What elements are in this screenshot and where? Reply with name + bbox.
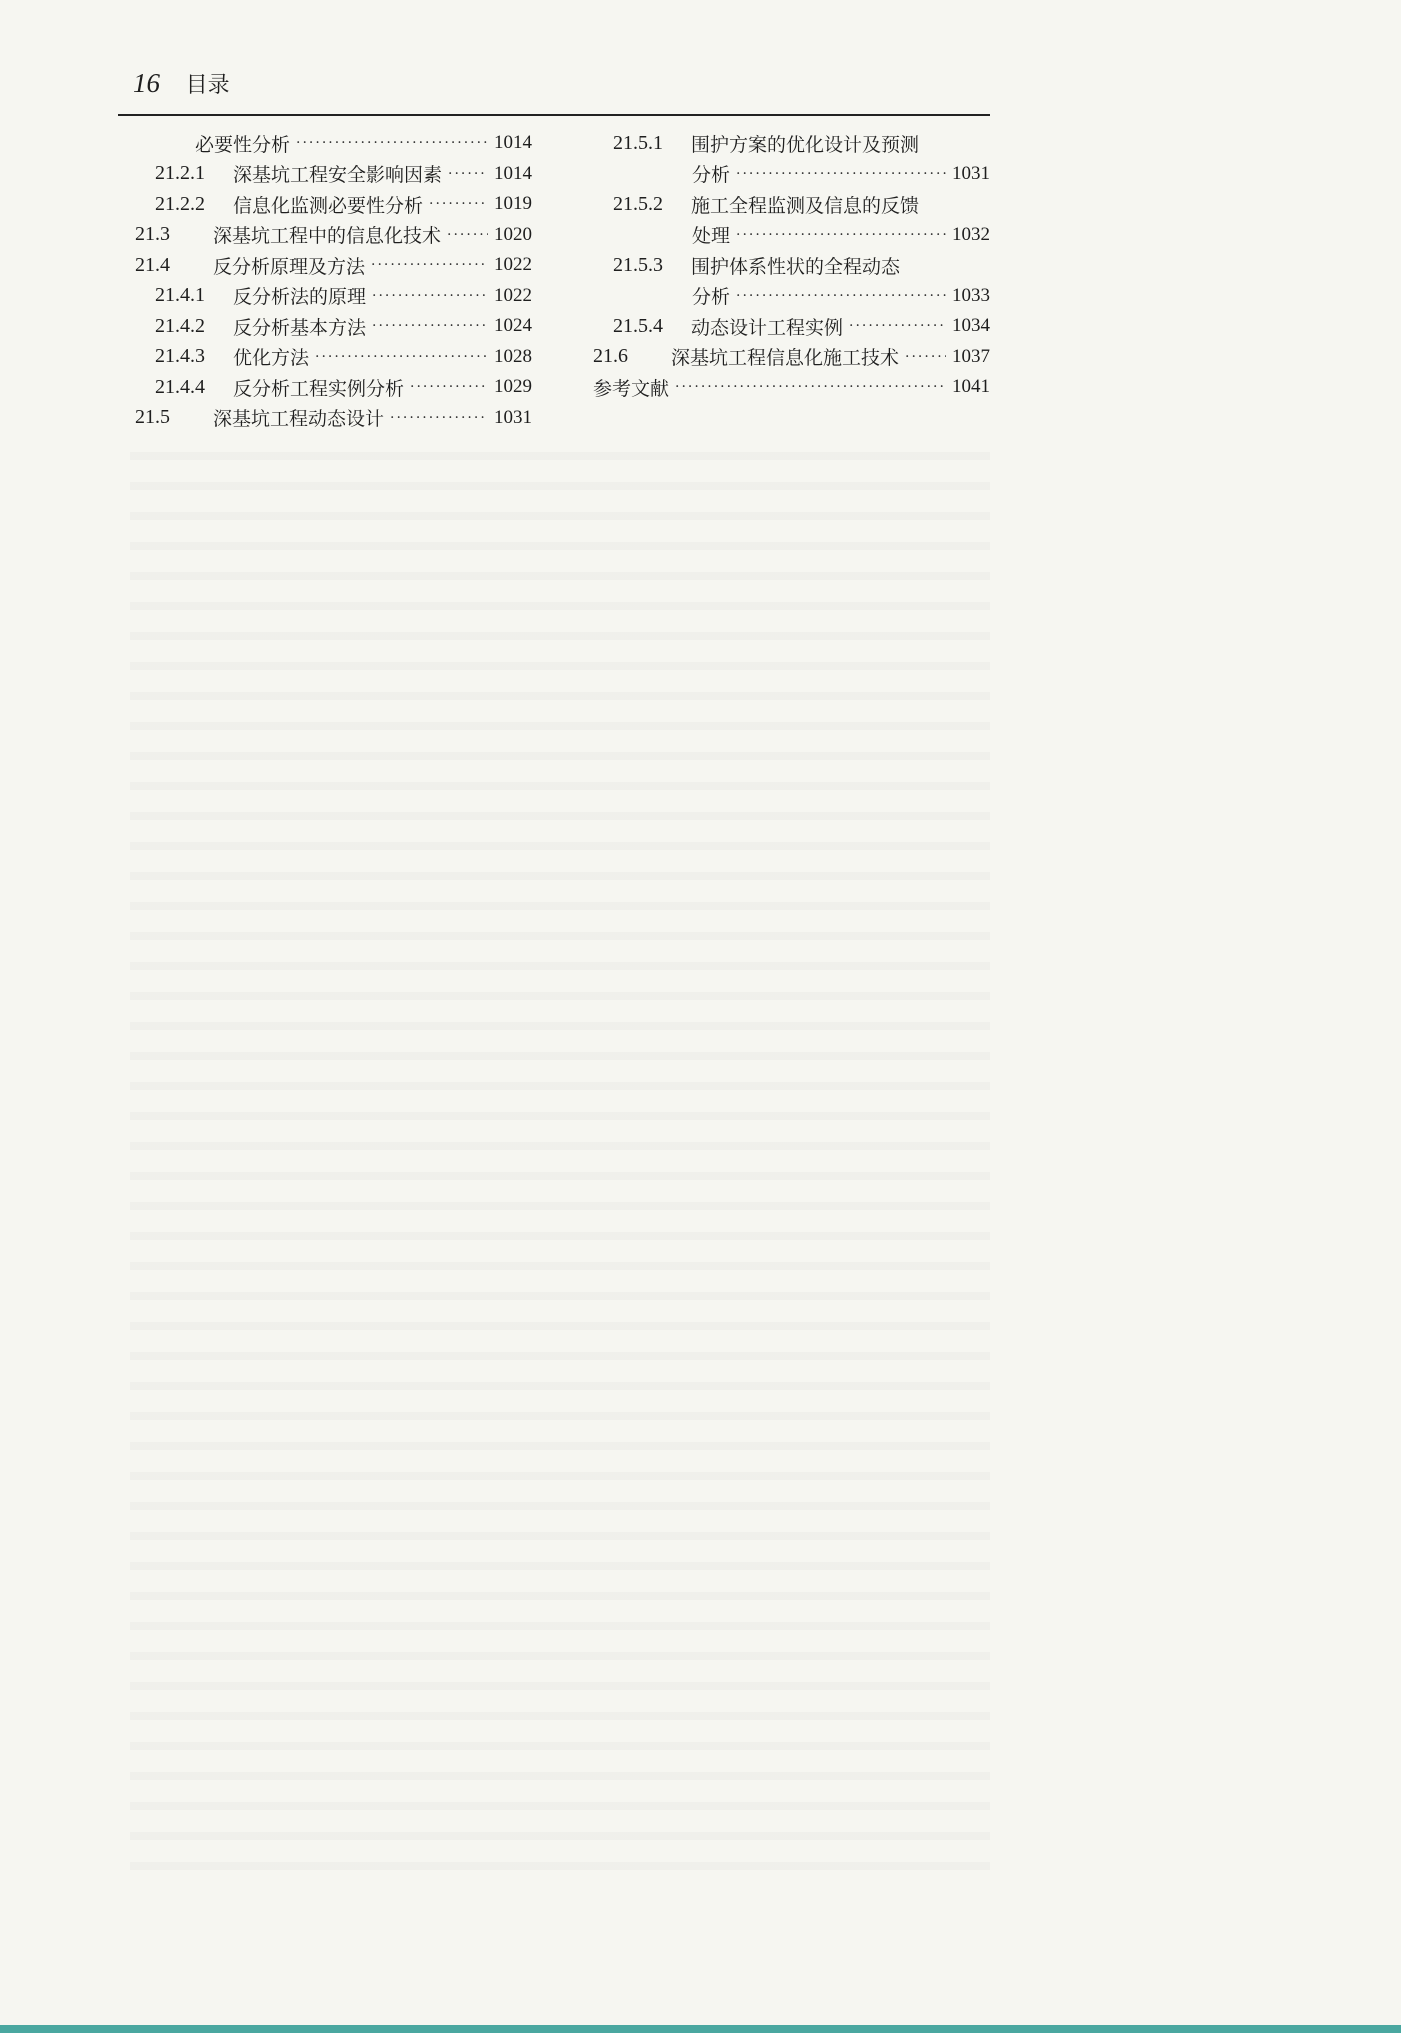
section-number: 21.6 [593, 345, 628, 368]
toc-entry[interactable] [580, 311, 990, 342]
section-number: 21.4.1 [155, 284, 205, 307]
section-title: 反分析工程实例分析 [233, 377, 405, 400]
toc-entry[interactable] [118, 403, 532, 434]
dot-leader [390, 410, 488, 426]
toc-entry[interactable] [118, 281, 532, 312]
section-title: 反分析基本方法 [233, 316, 367, 339]
page-ref: 1031 [494, 406, 532, 428]
section-title: 优化方法 [233, 347, 310, 370]
toc-entry[interactable] [118, 220, 532, 251]
bleed-through-text [130, 430, 990, 1880]
toc-right-column [580, 128, 990, 403]
section-title: 分析 [692, 286, 731, 309]
section-number: 21.5.2 [613, 192, 663, 215]
dot-leader [736, 166, 946, 182]
page-ref: 1037 [952, 345, 990, 367]
toc-entry[interactable] [580, 189, 990, 220]
page-ref: 1014 [494, 132, 532, 154]
section-title: 必要性分析 [195, 133, 291, 156]
page-ref: 1031 [952, 162, 990, 184]
header-rule [118, 114, 990, 116]
page-header [133, 68, 230, 99]
section-title: 信息化监测必要性分析 [233, 194, 424, 217]
toc-entry[interactable] [118, 372, 532, 403]
page-ref: 1022 [494, 284, 532, 306]
section-title: 分析 [692, 164, 731, 187]
section-number: 21.2.1 [155, 162, 205, 185]
section-number: 21.4.2 [155, 314, 205, 337]
section-title: 围护体系性状的全程动态 [691, 255, 901, 278]
page-ref: 1029 [494, 376, 532, 398]
section-title: 处理 [692, 225, 731, 248]
section-number: 21.4.4 [155, 375, 205, 398]
page-ref: 1022 [494, 254, 532, 276]
section-title: 参考文献 [593, 377, 670, 400]
page-number: 16 [133, 68, 160, 98]
section-number: 21.4 [135, 253, 170, 276]
page-ref: 1041 [952, 376, 990, 398]
dot-leader [675, 379, 946, 395]
toc-entry[interactable] [118, 342, 532, 373]
toc-entry[interactable] [580, 250, 990, 281]
page-title: 目录 [185, 73, 230, 98]
scan-edge [0, 2025, 1401, 2033]
page-ref: 1028 [494, 345, 532, 367]
section-title: 反分析法的原理 [233, 286, 367, 309]
toc-entry[interactable] [118, 311, 532, 342]
section-title: 围护方案的优化设计及预测 [691, 133, 920, 156]
toc-entry[interactable] [580, 128, 990, 159]
toc-entry[interactable] [118, 250, 532, 281]
section-number: 21.5.3 [613, 253, 663, 276]
section-title: 动态设计工程实例 [691, 316, 844, 339]
section-number: 21.5.4 [613, 314, 663, 337]
page-ref: 1024 [494, 315, 532, 337]
toc-entry[interactable] [580, 281, 990, 312]
toc-entry[interactable] [580, 342, 990, 373]
section-number: 21.5.1 [613, 131, 663, 154]
dot-leader [447, 227, 488, 243]
toc-entry[interactable] [580, 220, 990, 251]
dot-leader [371, 257, 488, 273]
page-ref: 1014 [494, 162, 532, 184]
section-number: 21.3 [135, 223, 170, 246]
section-title: 深基坑工程信息化施工技术 [671, 347, 900, 370]
toc-entry[interactable] [118, 128, 532, 159]
dot-leader [372, 318, 488, 334]
page-ref: 1034 [952, 315, 990, 337]
page-ref: 1032 [952, 223, 990, 245]
section-title: 深基坑工程动态设计 [213, 408, 385, 431]
toc-entry[interactable] [580, 159, 990, 190]
page-ref: 1033 [952, 284, 990, 306]
dot-leader [315, 349, 488, 365]
page-ref: 1019 [494, 193, 532, 215]
dot-leader [849, 318, 946, 334]
toc-entry[interactable] [118, 159, 532, 190]
dot-leader [736, 227, 946, 243]
dot-leader [905, 349, 946, 365]
section-number: 21.2.2 [155, 192, 205, 215]
dot-leader [410, 379, 488, 395]
dot-leader [296, 135, 488, 151]
dot-leader [372, 288, 488, 304]
section-title: 深基坑工程安全影响因素 [233, 164, 443, 187]
dot-leader [448, 166, 488, 182]
section-title: 反分析原理及方法 [213, 255, 366, 278]
section-title: 深基坑工程中的信息化技术 [213, 225, 442, 248]
section-number: 21.4.3 [155, 345, 205, 368]
dot-leader [736, 288, 946, 304]
toc-entry[interactable] [580, 372, 990, 403]
dot-leader [429, 196, 488, 212]
toc-entry[interactable] [118, 189, 532, 220]
section-number: 21.5 [135, 406, 170, 429]
toc-left-column [118, 128, 532, 433]
section-title: 施工全程监测及信息的反馈 [691, 194, 920, 217]
page-ref: 1020 [494, 223, 532, 245]
